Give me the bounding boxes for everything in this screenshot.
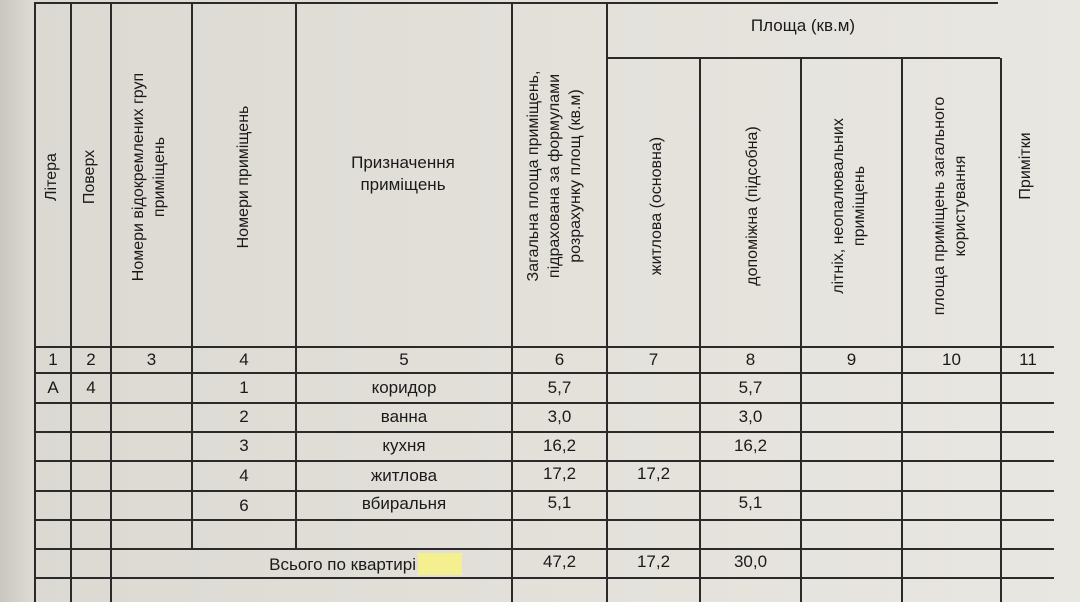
cell-zhytlova — [608, 375, 699, 401]
redaction-highlight — [418, 553, 462, 575]
cell-nomer: 6 — [239, 496, 249, 515]
cell-poverkh: 4 — [86, 378, 96, 397]
cell-nomer: 3 — [239, 436, 249, 455]
cell-pryznachennia: кухня — [382, 436, 426, 455]
grid-line — [34, 519, 1054, 521]
cell-zhytlova — [608, 404, 699, 430]
cell-zahalna: 5,1 — [547, 493, 572, 512]
col-number: 2 — [86, 350, 96, 369]
col-number: 7 — [648, 350, 659, 369]
grid-line — [606, 57, 1000, 59]
header-litnikh: літніх, неопалювальних приміщень — [830, 118, 868, 294]
grid-line — [34, 577, 1054, 579]
header-zahalna: Загальна площа приміщень, підрахована за формулами розрахунку площ (кв.м) — [525, 70, 584, 282]
col-number: 8 — [745, 350, 756, 369]
cell-zahalna: 5,7 — [547, 378, 572, 397]
col-number: 3 — [146, 350, 157, 369]
col-number: 5 — [399, 350, 409, 369]
grid-line — [70, 2, 72, 602]
header-litera: Літера — [43, 153, 60, 201]
total-label: Всього по квартирі — [269, 555, 416, 574]
cell-pryznachennia: вбиральня — [361, 494, 447, 513]
col-number: 10 — [942, 350, 961, 369]
header-dopomizhna: допоміжна (підсобна) — [744, 126, 761, 286]
grid-line — [34, 2, 998, 4]
cell-dopomizhna — [701, 461, 800, 487]
cell-pryznachennia: коридор — [371, 378, 437, 397]
cell-dopomizhna: 3,0 — [738, 407, 763, 426]
col-number: 4 — [239, 350, 249, 369]
cell-zhytlova — [608, 490, 699, 516]
total-zahalna: 47,2 — [542, 552, 577, 571]
grid-line — [34, 2, 36, 602]
cell-zhytlova: 17,2 — [636, 464, 671, 483]
col-number: 9 — [846, 350, 857, 369]
cell-zahalna: 16,2 — [542, 436, 577, 455]
col-number: 1 — [48, 350, 58, 369]
header-nomery-prymishchen: Номери приміщень — [235, 105, 252, 249]
cell-dopomizhna: 5,7 — [738, 378, 763, 397]
cell-pryznachennia: ванна — [380, 407, 428, 426]
cell-litera: А — [47, 378, 59, 397]
cell-zahalna: 17,2 — [542, 464, 577, 483]
cell-nomer: 4 — [239, 466, 249, 485]
col-number: 6 — [554, 350, 565, 369]
cell-pryznachennia: житлова — [370, 466, 438, 485]
cell-dopomizhna: 16,2 — [733, 436, 768, 455]
header-zhytlova: житлова (основна) — [648, 136, 665, 276]
total-zhytlova: 17,2 — [636, 552, 671, 571]
header-pryznachennia: Призначення приміщень — [351, 153, 455, 194]
header-prymitky: Примітки — [1017, 132, 1034, 200]
header-nomery-grup: Номери відокремлених груп приміщень — [130, 72, 168, 282]
header-poverkh: Поверх — [81, 149, 98, 205]
col-number: 11 — [1019, 350, 1037, 369]
cell-zhytlova — [608, 433, 699, 459]
header-ploshcha: Площа (кв.м) — [750, 16, 856, 35]
total-dopomizhna: 30,0 — [733, 552, 768, 571]
cell-nomer: 1 — [239, 378, 249, 397]
cell-zahalna: 3,0 — [547, 407, 572, 426]
header-zahalnoho-korystuvannia: площа приміщень загального користування — [931, 96, 969, 316]
grid-line — [110, 2, 112, 602]
cell-dopomizhna: 5,1 — [738, 493, 763, 512]
cell-nomer: 2 — [239, 407, 249, 426]
